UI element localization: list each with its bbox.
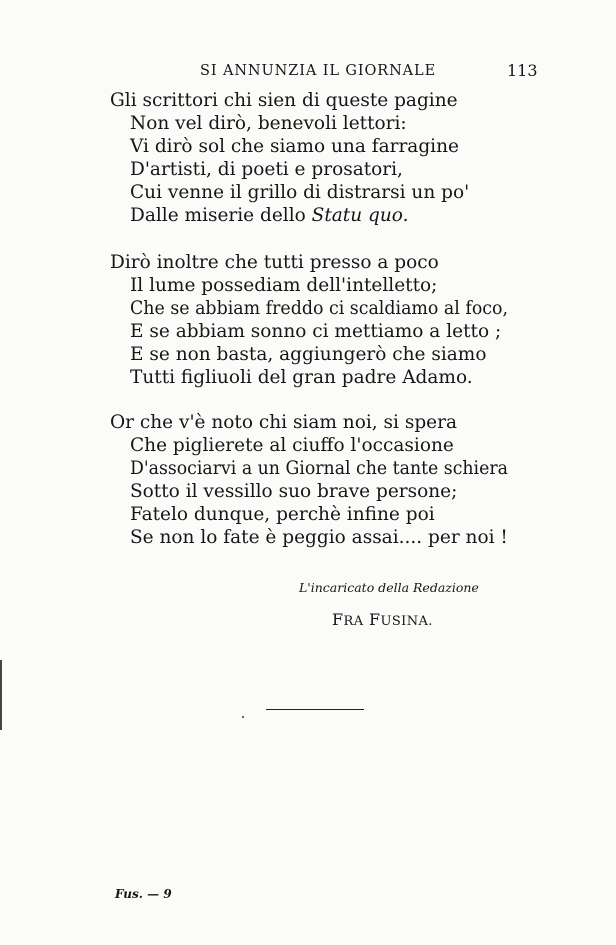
- page-number: 113: [507, 61, 538, 80]
- attribution-label: L'incaricato della Redazione: [299, 580, 479, 595]
- verse-line: Vi dirò sol che siamo una farragine: [130, 136, 459, 157]
- verse-line: Non vel dirò, benevoli lettori:: [130, 113, 407, 134]
- verse-line: D'artisti, di poeti e prosatori,: [130, 159, 403, 180]
- verse-line: Se non lo fate è peggio assai.... per noi !: [130, 527, 508, 548]
- verse-line: Fatelo dunque, perchè infine poi: [130, 504, 435, 525]
- verse-line: E se non basta, aggiungerò che siamo: [130, 344, 487, 365]
- verse-line: Tutti figliuoli del gran padre Adamo.: [130, 367, 473, 388]
- verse-line: D'associarvi a un Giornal che tante schiera: [130, 458, 508, 479]
- verse-line: Cui venne il grillo di distrarsi un po': [130, 182, 470, 203]
- ink-dot: [242, 716, 244, 718]
- verse-italic-text: Statu quo.: [311, 205, 409, 226]
- verse-line: Che se abbiam freddo ci scaldiamo al foco,: [130, 298, 509, 319]
- verse-line: Che piglierete al ciuffo l'occasione: [130, 435, 454, 456]
- section-rule: [266, 709, 364, 710]
- verse-line: [130, 205, 409, 226]
- verse-line: Il lume possediam dell'intelletto;: [130, 275, 438, 296]
- author-signature: FRA FUSINA.: [332, 610, 433, 629]
- printer-signature-mark: Fus. — 9: [115, 887, 172, 901]
- verse-line: Or che v'è noto chi siam noi, si spera: [110, 412, 457, 433]
- verse-text: Dalle miserie dello: [130, 205, 306, 226]
- page-edge-shadow: [0, 660, 2, 730]
- verse-line: Dirò inoltre che tutti presso a poco: [110, 252, 439, 273]
- running-header: SI ANNUNZIA IL GIORNALE: [200, 63, 437, 79]
- verse-line: Gli scrittori chi sien di queste pagine: [110, 90, 458, 111]
- verse-line: E se abbiam sonno ci mettiamo a letto ;: [130, 321, 502, 342]
- verse-line: Sotto il vessillo suo brave persone;: [130, 481, 458, 502]
